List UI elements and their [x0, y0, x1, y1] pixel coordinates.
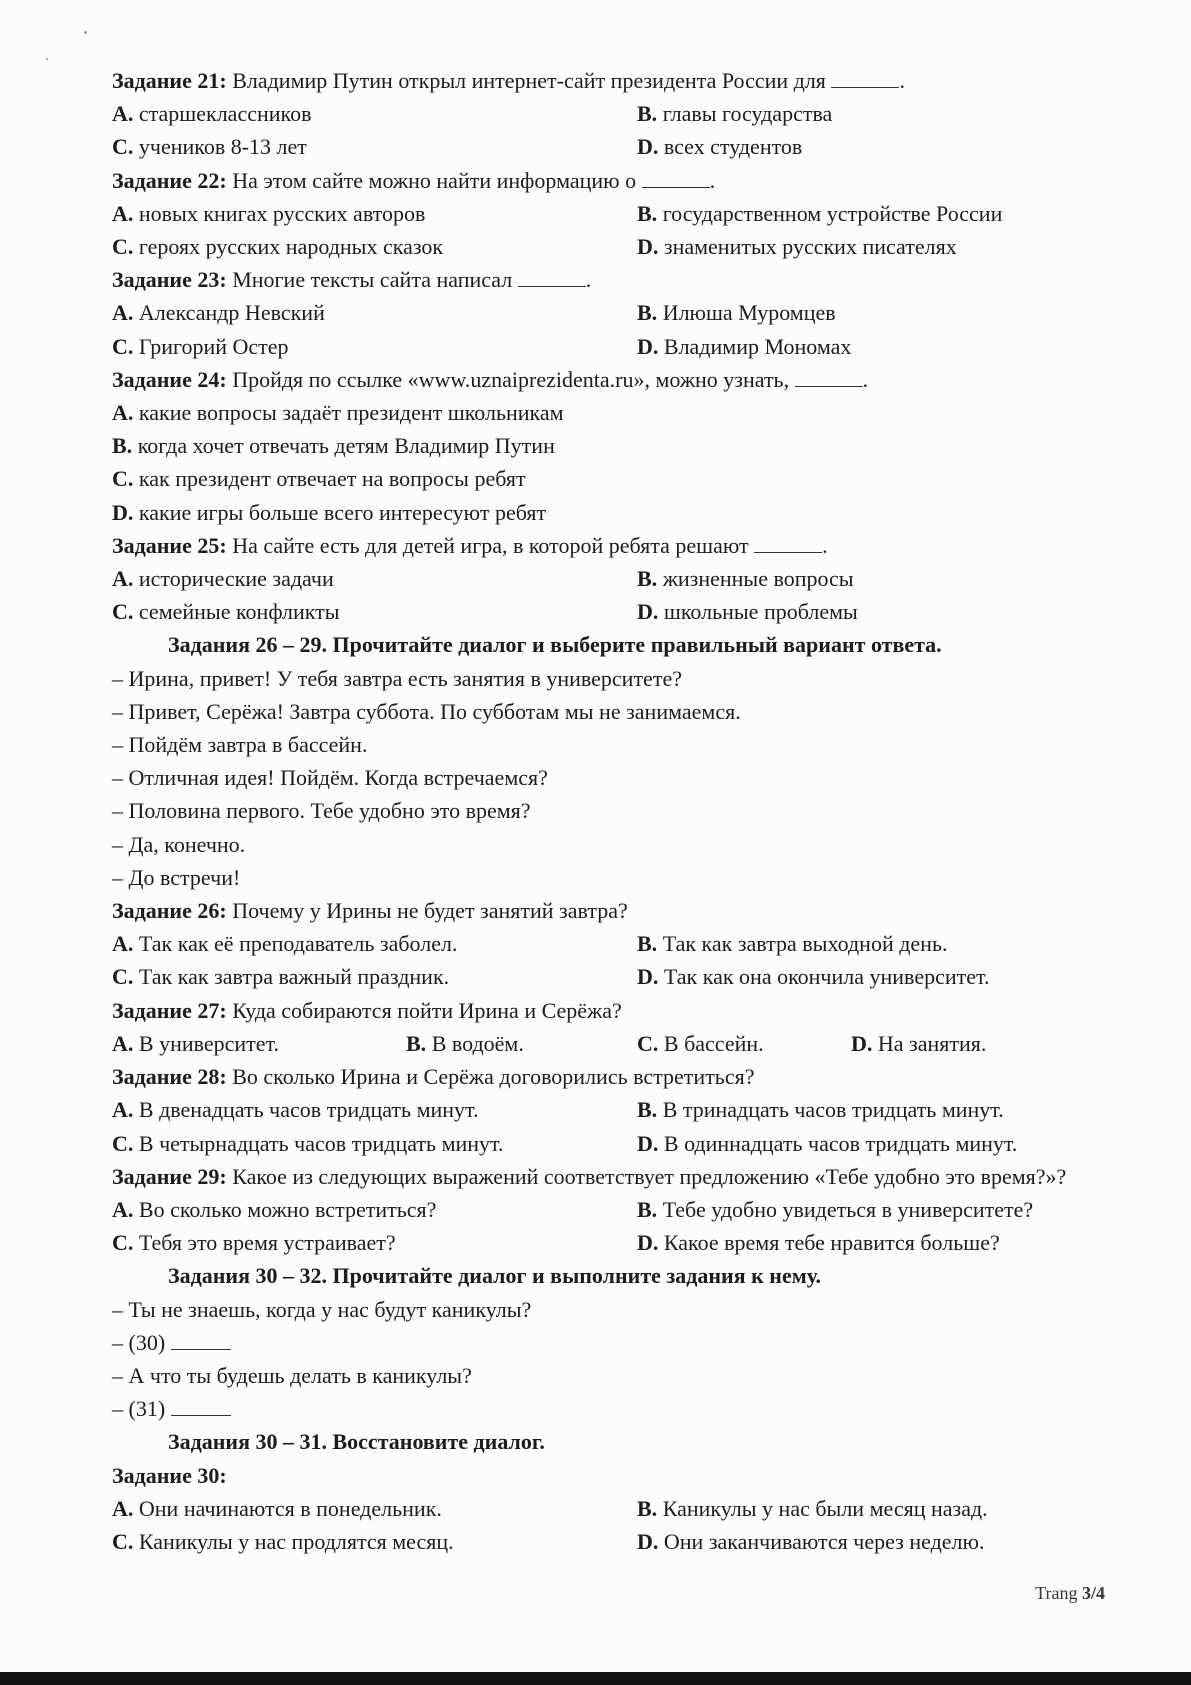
- question-text: Почему у Ирины не будет занятий завтра?: [232, 898, 628, 924]
- page-value: 3/4: [1081, 1583, 1105, 1603]
- answer-option[interactable]: [112, 496, 546, 529]
- answer-option[interactable]: [637, 97, 832, 130]
- options-row: [112, 429, 1122, 462]
- answer-option[interactable]: [112, 197, 637, 230]
- question-end: .: [585, 267, 592, 293]
- option-text: Тебя это время устраивает?: [138, 1230, 396, 1256]
- answer-blank: [642, 169, 710, 188]
- options-row: [112, 960, 1122, 993]
- section-heading: Задания 26 – 29. Прочитайте диалог и выберите правильный вариант ответа.: [168, 632, 942, 658]
- option-letter: D.: [637, 964, 659, 990]
- answer-option[interactable]: [112, 429, 555, 462]
- options-row: [112, 1127, 1122, 1160]
- option-text: какие игры больше всего интересуют ребят: [138, 499, 547, 525]
- answer-option[interactable]: [112, 1027, 406, 1060]
- option-text: когда хочет отвечать детям Владимир Путин: [137, 433, 555, 459]
- question-label: Задание 23:: [112, 267, 227, 293]
- dialog-line: [112, 1293, 1122, 1326]
- answer-option[interactable]: [112, 562, 637, 595]
- option-letter: C.: [112, 1130, 134, 1156]
- answer-option[interactable]: [406, 1027, 637, 1060]
- answer-option[interactable]: [112, 330, 637, 363]
- answer-option[interactable]: [112, 960, 637, 993]
- options-row: [112, 496, 1122, 529]
- options-row: [112, 1525, 1122, 1558]
- dialog-line: – Отличная идея! Пойдём. Когда встречаемся?: [112, 765, 548, 791]
- answer-blank: [171, 1331, 231, 1350]
- option-letter: B.: [637, 566, 658, 592]
- page-number: [1035, 1583, 1105, 1604]
- question-label: Задание 25:: [112, 532, 227, 558]
- question-end: .: [709, 167, 716, 193]
- dialog-line: [112, 1326, 1122, 1359]
- answer-option[interactable]: [112, 462, 526, 495]
- option-text: Так как завтра выходной день.: [662, 931, 948, 957]
- question-text: На сайте есть для детей игра, в которой ребята решают: [232, 532, 749, 558]
- options-row: [112, 462, 1122, 495]
- answer-option[interactable]: [851, 1027, 986, 1060]
- option-letter: B.: [637, 300, 658, 326]
- answer-option[interactable]: [637, 296, 836, 329]
- option-text: В четырнадцать часов тридцать минут.: [138, 1130, 504, 1156]
- dialog-line: – Привет, Серёжа! Завтра суббота. По субботам мы не занимаемся.: [112, 698, 741, 724]
- scan-speck: [84, 31, 87, 34]
- question: [112, 363, 1122, 396]
- question-label: Задание 21:: [112, 68, 227, 93]
- answer-option[interactable]: [112, 1193, 637, 1226]
- question: [112, 994, 1122, 1027]
- option-text: Илюша Муромцев: [662, 300, 836, 326]
- option-letter: A.: [112, 1030, 134, 1056]
- question-label: Задание 27:: [112, 997, 227, 1023]
- option-letter: B.: [637, 200, 658, 226]
- option-text: На занятия.: [877, 1030, 987, 1056]
- dialog-line: – Пойдём завтра в бассейн.: [112, 732, 368, 758]
- answer-option[interactable]: [637, 1127, 1017, 1160]
- question-label: Задание 28:: [112, 1064, 227, 1090]
- question: [112, 164, 1122, 197]
- answer-option[interactable]: [637, 230, 957, 263]
- options-row: [112, 1093, 1122, 1126]
- option-text: В тринадцать часов тридцать минут.: [662, 1097, 1004, 1123]
- options-row: [112, 230, 1122, 263]
- option-text: семейные конфликты: [138, 599, 340, 625]
- question-text: Пройдя по ссылке «www.uznaiprezidenta.ru», можно узнать,: [232, 366, 790, 392]
- answer-option[interactable]: [637, 1492, 988, 1525]
- option-text: героях русских народных сказок: [138, 234, 444, 260]
- option-text: главы государства: [662, 101, 833, 127]
- dialog-line: – Половина первого. Тебе удобно это время?: [112, 798, 531, 824]
- option-letter: A.: [112, 931, 134, 957]
- option-text: Какое время тебе нравится больше?: [663, 1230, 1000, 1256]
- option-letter: C.: [112, 964, 134, 990]
- question-label: Задание 22:: [112, 167, 227, 193]
- option-letter: A.: [112, 101, 134, 127]
- dialog-line: [112, 1392, 1122, 1425]
- option-letter: D.: [637, 1130, 659, 1156]
- option-text: исторические задачи: [138, 566, 334, 592]
- option-text: старшеклассников: [138, 101, 312, 127]
- answer-option[interactable]: [112, 1492, 637, 1525]
- option-text: В одиннадцать часов тридцать минут.: [663, 1130, 1018, 1156]
- option-letter: D.: [637, 333, 659, 359]
- question-text: Многие тексты сайта написал: [232, 267, 513, 293]
- answer-blank: [831, 69, 899, 88]
- section-heading: Задания 30 – 31. Восстановите диалог.: [168, 1429, 545, 1455]
- option-letter: D.: [851, 1030, 873, 1056]
- answer-option[interactable]: [637, 927, 947, 960]
- question-text: Какое из следующих выражений соответствует предложению «Тебе удобно это время?»?: [232, 1163, 1067, 1189]
- options-row: [112, 130, 1122, 163]
- option-text: Они начинаются в понедельник.: [138, 1495, 442, 1521]
- answer-option[interactable]: [112, 595, 637, 628]
- option-text: учеников 8-13 лет: [138, 134, 307, 160]
- options-row: [112, 1226, 1122, 1259]
- option-letter: B.: [637, 1097, 658, 1123]
- option-letter: C.: [112, 333, 134, 359]
- option-letter: C.: [112, 234, 134, 260]
- answer-blank: [518, 268, 586, 287]
- answer-option[interactable]: [637, 1193, 1033, 1226]
- option-text: как президент отвечает на вопросы ребят: [138, 466, 526, 492]
- options-row: [112, 1193, 1122, 1226]
- option-letter: B.: [637, 931, 658, 957]
- option-letter: C.: [112, 1528, 134, 1554]
- answer-option[interactable]: [637, 1093, 1004, 1126]
- answer-option[interactable]: [112, 927, 637, 960]
- option-text: жизненные вопросы: [662, 566, 854, 592]
- answer-option[interactable]: [112, 130, 637, 163]
- option-text: Каникулы у нас были месяц назад.: [662, 1495, 988, 1521]
- option-text: Тебе удобно увидеться в университете?: [662, 1196, 1034, 1222]
- option-letter: A.: [112, 1495, 134, 1521]
- options-row: [112, 1027, 1122, 1060]
- answer-option[interactable]: [637, 330, 851, 363]
- answer-option[interactable]: [637, 130, 802, 163]
- question-end: .: [822, 532, 828, 558]
- answer-option[interactable]: [637, 1226, 1000, 1259]
- option-letter: C.: [637, 1030, 659, 1056]
- option-text: Так как она окончила университет.: [663, 964, 990, 990]
- option-text: государственном устройстве России: [662, 200, 1003, 226]
- question: [112, 263, 1122, 296]
- options-row: [112, 562, 1122, 595]
- option-letter: B.: [637, 101, 658, 127]
- option-letter: C.: [112, 466, 134, 492]
- question: [112, 1459, 1122, 1492]
- options-row: [112, 296, 1122, 329]
- options-row: [112, 927, 1122, 960]
- dialog-text: – А что ты будешь делать в каникулы?: [112, 1362, 472, 1388]
- option-text: Каникулы у нас продлятся месяц.: [138, 1528, 454, 1554]
- question-text: Владимир Путин открыл интернет-сайт президента России для: [232, 68, 826, 93]
- option-text: В двенадцать часов тридцать минут.: [138, 1097, 479, 1123]
- dialog-line: – Да, конечно.: [112, 831, 246, 857]
- answer-option[interactable]: [112, 1127, 637, 1160]
- option-text: знаменитых русских писателях: [663, 234, 957, 260]
- question: [112, 1060, 1122, 1093]
- option-text: В водоём.: [431, 1030, 524, 1056]
- option-text: Григорий Остер: [138, 333, 289, 359]
- options-row: [112, 595, 1122, 628]
- answer-option[interactable]: [112, 1226, 637, 1259]
- question-label: Задание 29:: [112, 1163, 227, 1189]
- option-letter: B.: [112, 433, 133, 459]
- answer-option[interactable]: [637, 1525, 984, 1558]
- question-label: Задание 26:: [112, 898, 227, 924]
- question-end: .: [862, 366, 869, 392]
- option-text: В бассейн.: [663, 1030, 764, 1056]
- answer-option[interactable]: [112, 230, 637, 263]
- option-text: всех студентов: [663, 134, 803, 160]
- option-letter: A.: [112, 566, 134, 592]
- option-text: школьные проблемы: [663, 599, 858, 625]
- option-letter: B.: [637, 1196, 658, 1222]
- option-text: Александр Невский: [138, 300, 325, 326]
- option-text: Владимир Мономах: [663, 333, 852, 359]
- option-letter: B.: [406, 1030, 427, 1056]
- question: [112, 894, 1122, 927]
- option-letter: A.: [112, 400, 134, 426]
- option-text: Так как завтра важный праздник.: [138, 964, 450, 990]
- options-row: [112, 197, 1122, 230]
- options-row: [112, 97, 1122, 130]
- option-letter: A.: [112, 300, 134, 326]
- answer-option[interactable]: [637, 595, 858, 628]
- dialog-text: – (30): [112, 1329, 166, 1355]
- answer-blank: [795, 368, 863, 387]
- answer-option[interactable]: [112, 1093, 637, 1126]
- scan-speck: [46, 58, 48, 60]
- options-row: [112, 1492, 1122, 1525]
- option-letter: D.: [637, 134, 659, 160]
- option-text: какие вопросы задаёт президент школьникам: [138, 400, 564, 426]
- option-letter: A.: [112, 200, 134, 226]
- answer-option[interactable]: [112, 396, 564, 429]
- option-letter: C.: [112, 134, 134, 160]
- option-letter: D.: [637, 1528, 659, 1554]
- page-label: Trang: [1035, 1583, 1078, 1603]
- option-text: Они заканчиваются через неделю.: [663, 1528, 985, 1554]
- option-text: новых книгах русских авторов: [138, 200, 426, 226]
- answer-option[interactable]: [637, 562, 854, 595]
- option-letter: D.: [637, 1230, 659, 1256]
- option-letter: D.: [637, 599, 659, 625]
- option-letter: A.: [112, 1097, 134, 1123]
- answer-option[interactable]: [112, 296, 637, 329]
- answer-option[interactable]: [112, 1525, 637, 1558]
- answer-option[interactable]: [637, 1027, 851, 1060]
- question: [112, 529, 1122, 562]
- dialog-line: – Ирина, привет! У тебя завтра есть занятия в университете?: [112, 665, 682, 691]
- option-text: Во сколько можно встретиться?: [138, 1196, 437, 1222]
- option-letter: D.: [637, 234, 659, 260]
- dialog-text: – (31): [112, 1396, 166, 1422]
- option-text: Так как её преподаватель заболел.: [138, 931, 458, 957]
- options-row: [112, 396, 1122, 429]
- question-text: На этом сайте можно найти информацию о: [232, 167, 637, 193]
- question-text: Куда собираются пойти Ирина и Серёжа?: [232, 997, 622, 1023]
- dialog-line: [112, 1359, 1122, 1392]
- question: [112, 64, 1122, 97]
- option-letter: B.: [637, 1495, 658, 1521]
- option-letter: C.: [112, 1230, 134, 1256]
- option-letter: C.: [112, 599, 134, 625]
- dialog-text: – Ты не знаешь, когда у нас будут каникулы?: [112, 1296, 532, 1322]
- question-label: Задание 30:: [112, 1462, 227, 1488]
- option-text: В университет.: [138, 1030, 280, 1056]
- answer-blank: [754, 534, 822, 553]
- exam-content: [112, 64, 1122, 1558]
- question-label: Задание 24:: [112, 366, 227, 392]
- answer-blank: [171, 1397, 231, 1416]
- question: [112, 1160, 1122, 1193]
- section-heading: Задания 30 – 32. Прочитайте диалог и выполните задания к нему.: [168, 1263, 822, 1289]
- option-letter: A.: [112, 1196, 134, 1222]
- options-row: [112, 330, 1122, 363]
- question-text: Во сколько Ирина и Серёжа договорились встретиться?: [232, 1064, 755, 1090]
- answer-option[interactable]: [637, 197, 1002, 230]
- scan-edge-bar: [0, 1672, 1191, 1685]
- answer-option[interactable]: [112, 97, 637, 130]
- dialog-line: – До встречи!: [112, 864, 241, 890]
- answer-option[interactable]: [637, 960, 989, 993]
- option-letter: D.: [112, 499, 134, 525]
- question-end: .: [899, 68, 905, 93]
